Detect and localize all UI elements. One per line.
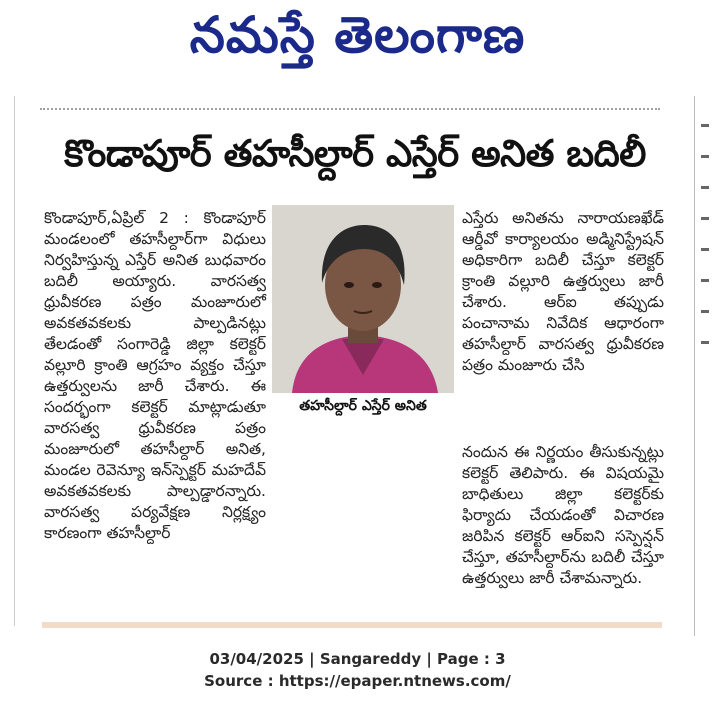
article-photo	[272, 205, 454, 393]
article-text-right: ఎస్తేరు అనితను నారాయణఖేడ్ ఆర్డీవో కార్యాలయం అడ్మినిస్ట్రేషన్ అధికారిగా బదిలీ చేస్తూ కలెక్టర్ క్రాంతి వల్లూరి ఉత్తర్వులు జారీ చేశారు. ఆర్ఐ తప్పుడు పంచానామ నివేదిక ఆధారంగా తహసీల్దార్ వారసత్వ ధ్రువీకరణ పత్రం మంజూరు చేసి	[462, 209, 664, 374]
article-text-bottom: నందున ఈ నిర్ణయం తీసుకున్నట్లు కలెక్టర్ తెలిపారు. ఈ విషయమై బాధితులు జిల్లా కలెక్టర్‌కు ఫిర్యాదు చేయడంతో విచారణ జరిపిన కలెక్టర్ ఆర్ఐని సస్పెన్షన్ చేస్తూ, తహసీల్దార్‌ను బదిలీ చేస్తూ ఉత్తర్వులు జారీ చేశామన్నారు.	[462, 443, 664, 587]
bottom-rule	[42, 622, 662, 628]
newspaper-logo: నమస్తే తెలంగాణ	[189, 6, 526, 64]
clip-left-edge	[14, 96, 15, 626]
article-column-bottom	[462, 442, 664, 589]
footer-meta: 03/04/2025 | Sangareddy | Page : 3	[209, 650, 506, 668]
article-headline: కొండాపూర్ తహసీల్దార్ ఎస్తేర్ అనిత బదిలీ	[64, 132, 646, 175]
cut-line	[40, 98, 660, 110]
masthead	[0, 0, 715, 88]
article-text-left: కొండాపూర్,ఏప్రిల్ 2 : కొండాపూర్ మండలంలో తహసీల్దార్‌గా విధులు నిర్వహిస్తున్న ఎస్తేర్ అనిత బుధవారం బదిలీ అయ్యారు. వారసత్వ ధ్రువీకరణ పత్రం మంజూరులో అవకతవకలకు పాల్పడినట్లు తేలడంతో సంగారెడ్డి జిల్లా కలెక్టర్ వల్లూరి క్రాంతి ఆగ్రహం వ్యక్తం చేస్తూ ఉత్తర్వులను జారీ చేశారు. ఈ సందర్భంగా కలెక్టర్ మాట్లాడుతూ వారసత్వ ధ్రువీకరణ పత్రం మంజూరులో తహసీల్దార్ అనిత, మండల రెవెన్యూ ఇన్‌స్పెక్టర్ మహదేవ్ అవకతవకలకు పాల్పడ్డారన్నారు. వారసత్వ పర్యవేక్షణ నిర్లక్ష్యం కారణంగా తహసీల్దార్	[44, 209, 266, 542]
article-column-left	[44, 208, 266, 544]
adjacent-column-strip	[694, 96, 715, 636]
article-column-right	[462, 208, 664, 376]
photo-caption: తహసీల్దార్ ఎస్తేర్ అనిత	[299, 398, 427, 414]
footer-source: Source : https://epaper.ntnews.com/	[204, 672, 511, 690]
